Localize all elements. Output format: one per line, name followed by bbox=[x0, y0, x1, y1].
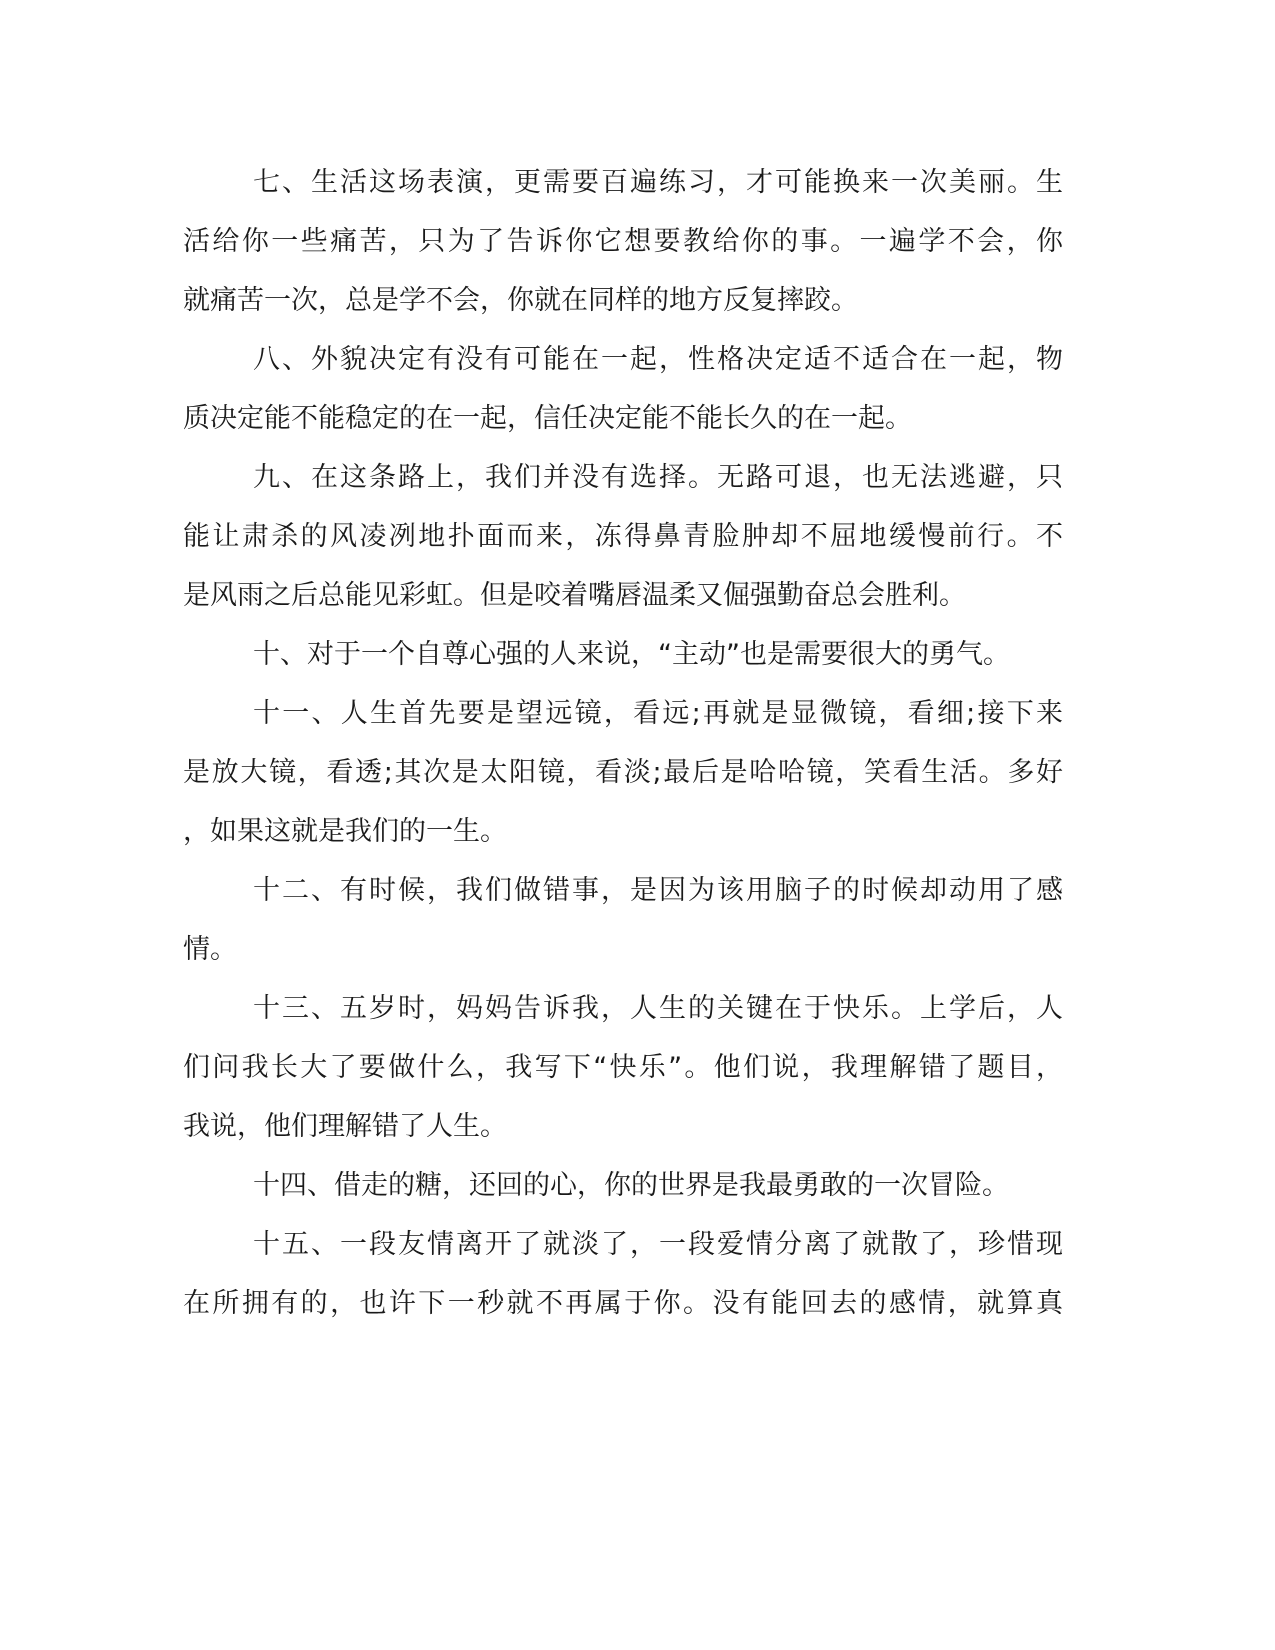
text-line: 我说，他们理解错了人生。 bbox=[183, 1111, 507, 1142]
text-line: 七、生活这场表演，更需要百遍练习，才可能换来一次美丽。生 bbox=[253, 167, 1063, 198]
text-line: ，如果这就是我们的一生。 bbox=[183, 816, 507, 847]
text-line: 十四、借走的糖，还回的心，你的世界是我最勇敢的一次冒险。 bbox=[253, 1170, 1009, 1201]
text-line: 就痛苦一次，总是学不会，你就在同样的地方反复摔跤。 bbox=[183, 285, 858, 316]
text-line: 在所拥有的，也许下一秒就不再属于你。没有能回去的感情，就算真 bbox=[183, 1288, 1063, 1319]
text-line: 能让肃杀的风凌冽地扑面而来，冻得鼻青脸肿却不屈地缓慢前行。不 bbox=[183, 521, 1063, 552]
text-line: 十三、五岁时，妈妈告诉我，人生的关键在于快乐。上学后，人 bbox=[253, 993, 1063, 1024]
text-line: 情。 bbox=[183, 934, 237, 965]
text-line: 是放大镜，看透;其次是太阳镜，看淡;最后是哈哈镜，笑看生活。多好 bbox=[183, 757, 1063, 788]
text-line: 八、外貌决定有没有可能在一起，性格决定适不适合在一起，物 bbox=[253, 344, 1063, 375]
text-line: 们问我长大了要做什么，我写下“快乐”。他们说，我理解错了题目， bbox=[183, 1052, 1063, 1083]
text-line: 九、在这条路上，我们并没有选择。无路可退，也无法逃避，只 bbox=[253, 462, 1063, 493]
text-line: 质决定能不能稳定的在一起，信任决定能不能长久的在一起。 bbox=[183, 403, 912, 434]
document-body bbox=[183, 153, 1063, 1333]
text-line: 是风雨之后总能见彩虹。但是咬着嘴唇温柔又倔强勤奋总会胜利。 bbox=[183, 580, 966, 611]
text-line: 十、对于一个自尊心强的人来说，“主动”也是需要很大的勇气。 bbox=[253, 639, 1010, 670]
text-line: 十五、一段友情离开了就淡了，一段爱情分离了就散了，珍惜现 bbox=[253, 1229, 1063, 1260]
text-line: 活给你一些痛苦，只为了告诉你它想要教给你的事。一遍学不会，你 bbox=[183, 226, 1063, 257]
text-line: 十二、有时候，我们做错事，是因为该用脑子的时候却动用了感 bbox=[253, 875, 1063, 906]
text-line: 十一、人生首先要是望远镜，看远;再就是显微镜，看细;接下来 bbox=[253, 698, 1063, 729]
